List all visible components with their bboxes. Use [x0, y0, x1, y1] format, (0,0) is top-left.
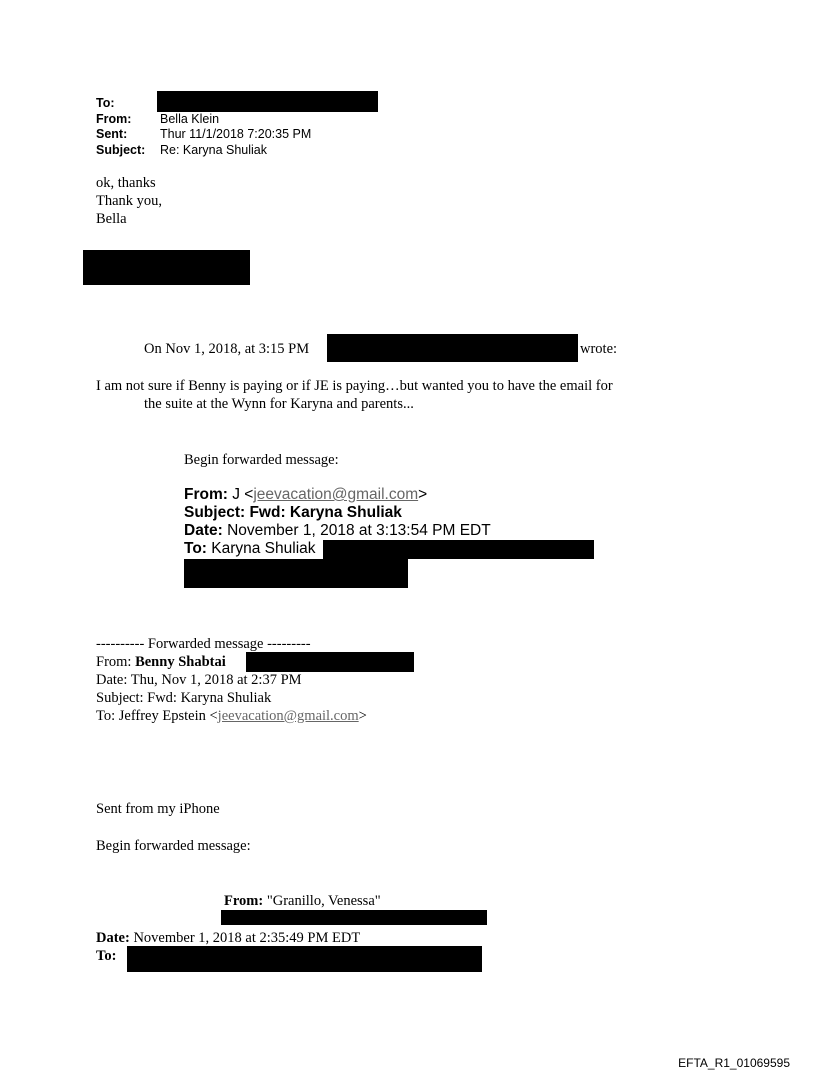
fwd1-begin: Begin forwarded message:: [184, 452, 339, 468]
fwd1-date-row: [184, 522, 491, 540]
fwd1-date-value: November 1, 2018 at 3:13:54 PM EDT: [227, 522, 491, 539]
quote-paragraph-line-1: I am not sure if Benny is paying or if JE is paying…but wanted you to have the email for: [96, 378, 613, 394]
fwd1-subject-value: Fwd: Karyna Shuliak: [249, 504, 402, 521]
redaction-fwd1-to-cont: [184, 559, 408, 588]
reply-signature: Bella: [96, 211, 127, 227]
reply-line: Thank you,: [96, 193, 163, 209]
header-sent-row: [96, 127, 311, 143]
bates-number: EFTA_R1_01069595: [678, 1056, 790, 1070]
fwd3-from-label: From:: [224, 893, 264, 909]
subject-value: Re: Karyna Shuliak: [160, 142, 268, 157]
fwd2-from-name: Benny Shabtai: [135, 654, 226, 670]
sent-label: Sent:: [96, 127, 128, 141]
fwd3-to-row: [96, 947, 116, 965]
fwd1-to-row: [184, 540, 316, 558]
closing-begin-forwarded: Begin forwarded message:: [96, 838, 251, 854]
fwd2-to-prefix: To: Jeffrey Epstein <: [96, 708, 218, 724]
redaction-to-recipient: [157, 91, 378, 112]
redaction-signature-block: [83, 250, 250, 285]
quote-suffix: wrote:: [580, 341, 618, 357]
fwd3-date-label: Date:: [96, 930, 130, 946]
fwd3-date-value: November 1, 2018 at 2:35:49 PM EDT: [133, 930, 361, 946]
fwd1-from-email-link[interactable]: jeevacation@gmail.com: [253, 486, 419, 503]
fwd2-to-close: >: [358, 708, 367, 724]
fwd3-from-row: [224, 892, 381, 910]
fwd2-from-prefix: From:: [96, 654, 136, 670]
fwd3-date-row: [96, 929, 360, 947]
fwd1-from-name: J <: [232, 486, 254, 503]
redaction-fwd2-from-email: [246, 652, 414, 672]
fwd1-from-close: >: [418, 486, 428, 503]
fwd2-date-row: Date: Thu, Nov 1, 2018 at 2:37 PM: [96, 672, 302, 688]
redaction-fwd3-from-email: [221, 910, 487, 925]
fwd1-to-value: Karyna Shuliak: [211, 540, 316, 557]
fwd1-from-row: [184, 486, 427, 504]
fwd1-from-label: From:: [184, 486, 228, 503]
reply-line: ok, thanks: [96, 175, 156, 191]
fwd3-to-label: To:: [96, 948, 117, 964]
from-value: Bella Klein: [160, 111, 220, 126]
from-label: From:: [96, 111, 132, 126]
redaction-fwd1-to-email: [323, 540, 594, 559]
reply-body: [96, 174, 162, 228]
fwd2-subject-row: Subject: Fwd: Karyna Shuliak: [96, 690, 272, 706]
header-subject-row: [96, 143, 311, 159]
fwd3-from-value: "Granillo, Venessa": [266, 893, 381, 909]
sent-from-iphone: Sent from my iPhone: [96, 801, 220, 817]
quote-prefix: On Nov 1, 2018, at 3:15 PM: [144, 341, 310, 357]
fwd1-date-label: Date:: [184, 522, 223, 539]
header-from-row: [96, 112, 311, 128]
fwd1-subject-row: [184, 504, 402, 522]
subject-label: Subject:: [96, 142, 146, 157]
redaction-fwd3-to: [127, 946, 482, 972]
to-label: To:: [96, 96, 115, 110]
fwd1-subject-label: Subject:: [184, 504, 246, 521]
quote-attribution: [144, 340, 309, 358]
sent-value: Thur 11/1/2018 7:20:35 PM: [160, 127, 312, 141]
fwd1-to-label: To:: [184, 540, 207, 557]
fwd2-to-row: [96, 707, 367, 725]
fwd2-to-email-link[interactable]: jeevacation@gmail.com: [217, 708, 359, 724]
quote-paragraph-line-2: the suite at the Wynn for Karyna and parents...: [144, 396, 414, 412]
redaction-quote-sender: [327, 334, 578, 362]
fwd2-block: [96, 635, 367, 725]
fwd2-separator: ---------- Forwarded message ---------: [96, 636, 311, 652]
